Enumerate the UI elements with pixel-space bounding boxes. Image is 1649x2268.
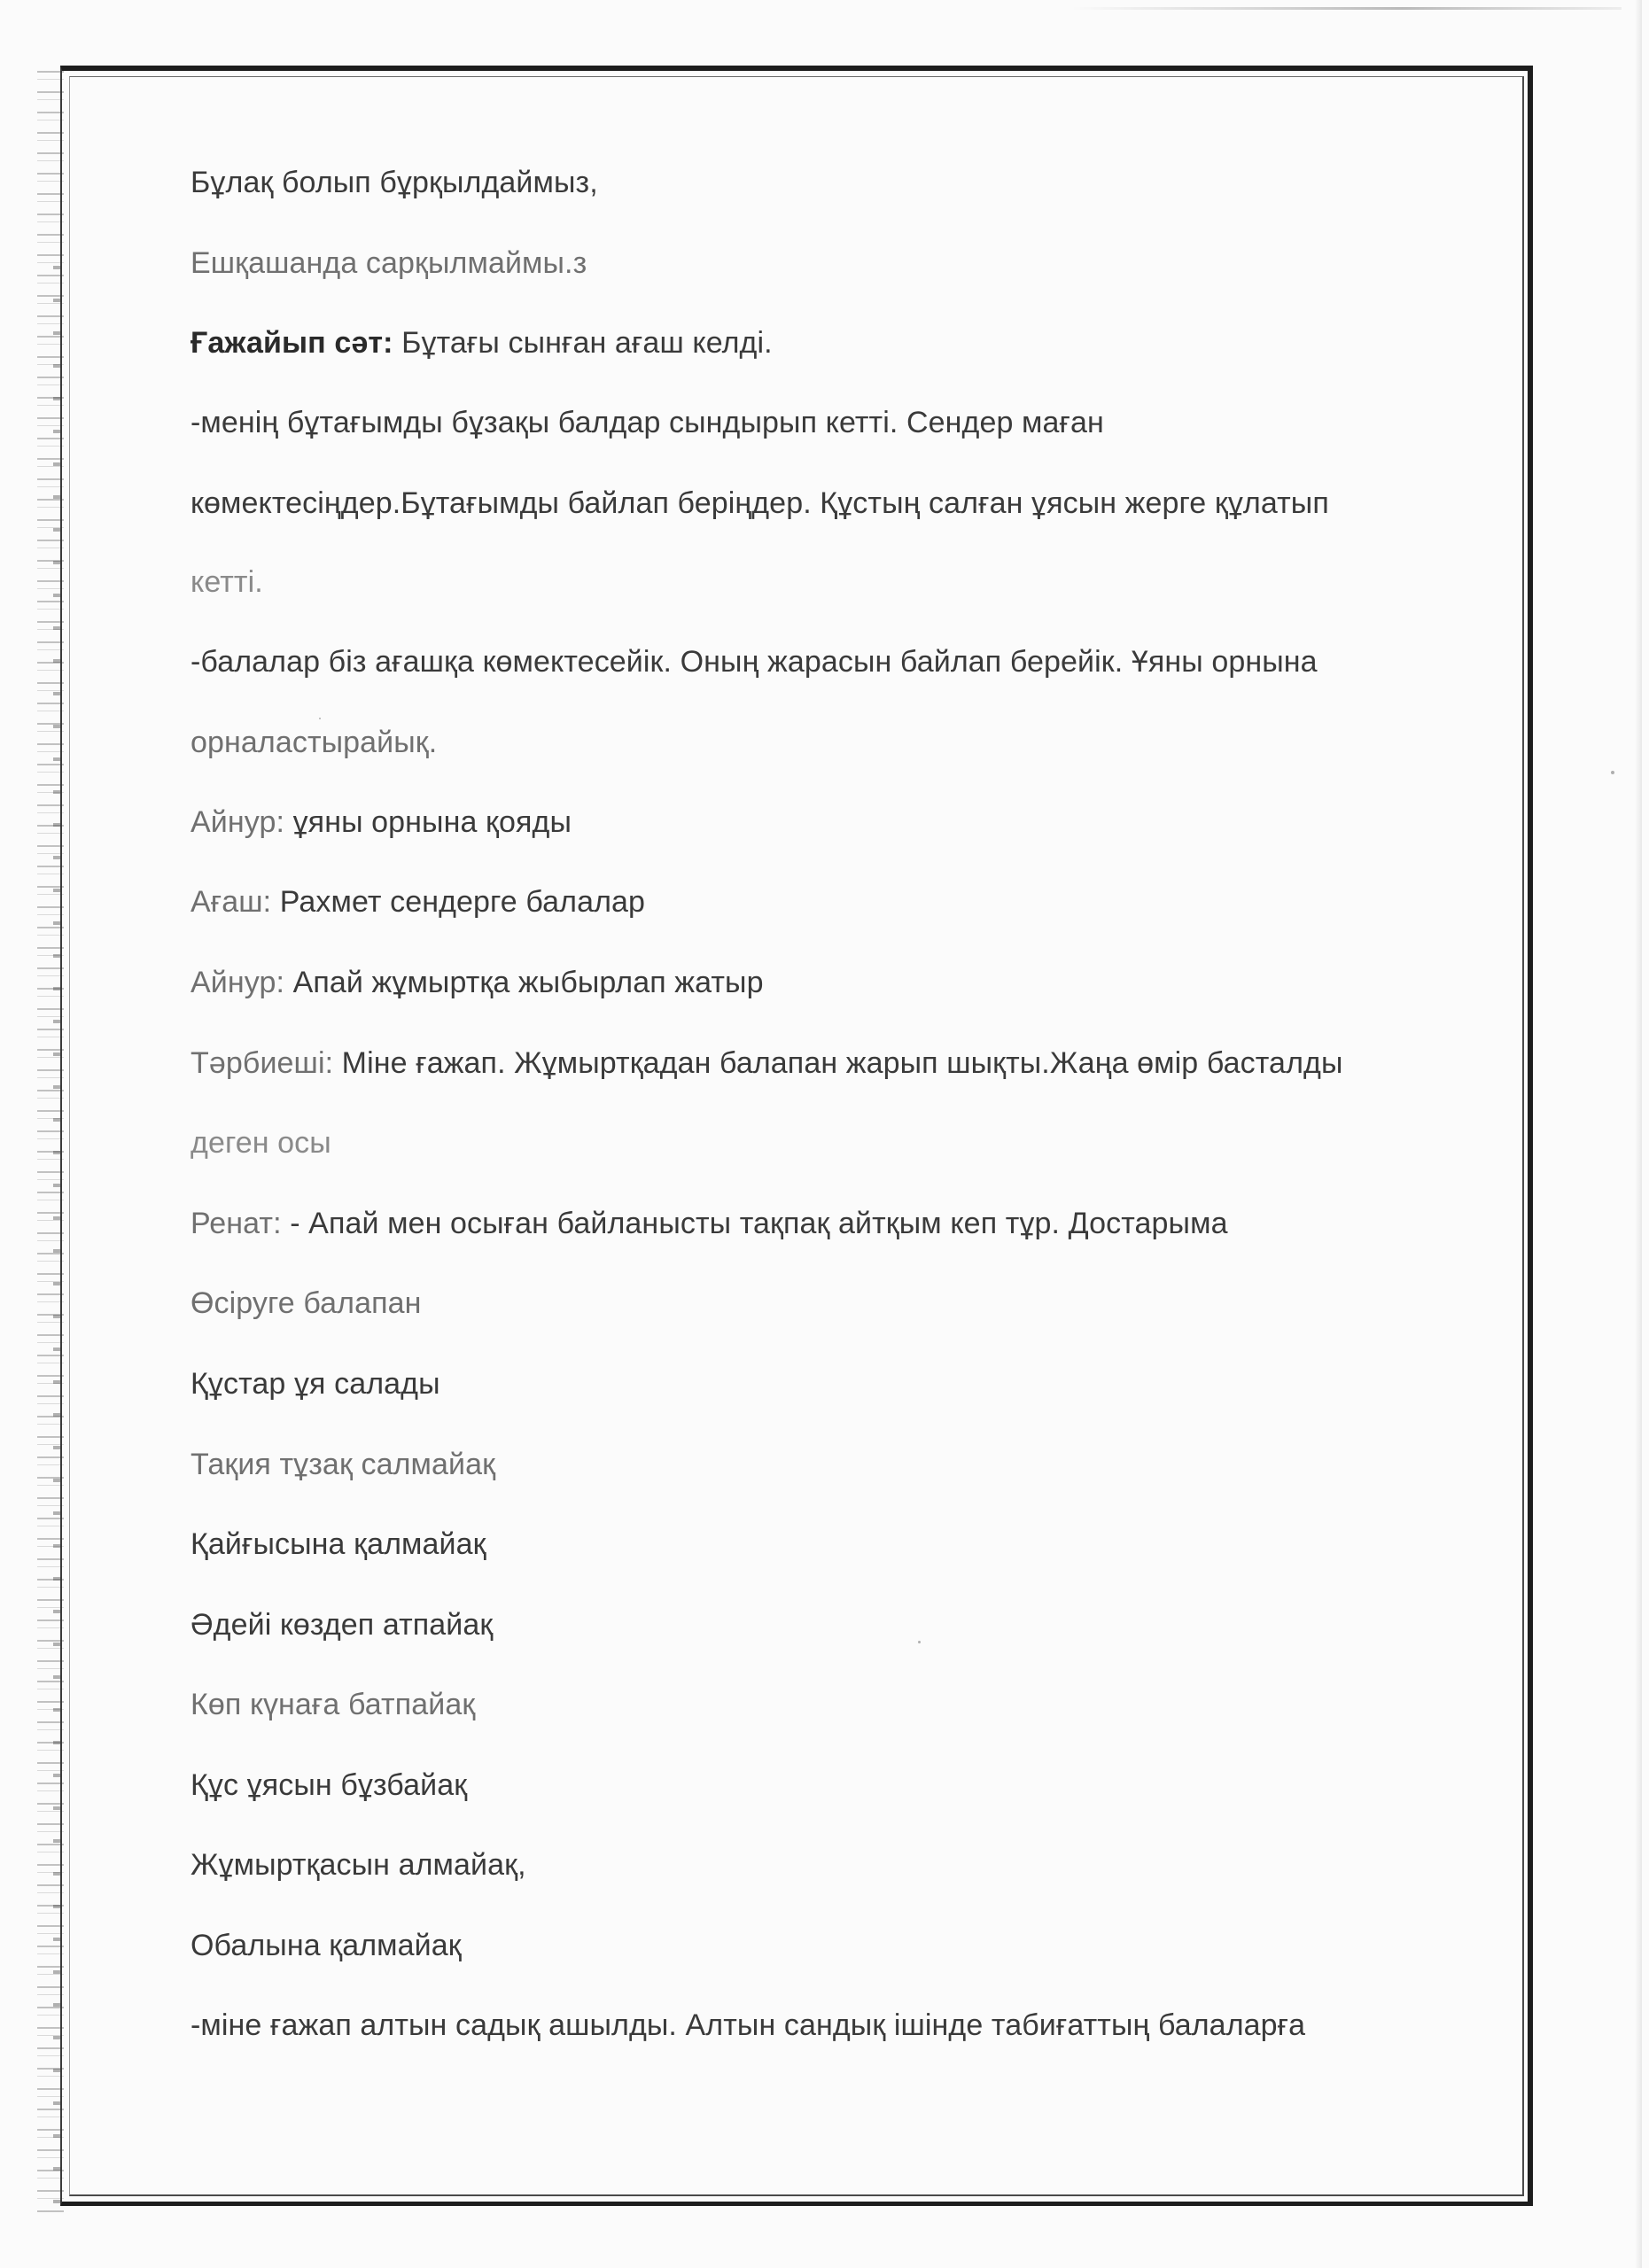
text-line-17 (191, 1447, 495, 1482)
line-text: -менің бұтағымды бұзақы балдар сындырып кетті. Сендер маған (191, 406, 1104, 439)
line-text: Тақия тұзақ салмайақ (191, 1448, 496, 1481)
text-line-1 (191, 165, 598, 200)
line-text: Құс ұясын бұзбайақ (191, 1768, 468, 1802)
text-line-7 (191, 644, 1318, 680)
scan-right-edge (1635, 0, 1642, 2268)
scan-speck (918, 1641, 921, 1643)
line-text: Қайғысына қалмайақ (191, 1527, 486, 1561)
line-label: Айнур: (191, 805, 285, 839)
line-text: -балалар біз ағашқа көмектесейік. Оның жарасын байлап берейік. Ұяны орнына (191, 645, 1318, 679)
scan-top-edge (1072, 7, 1622, 10)
line-label: Ағаш: (191, 885, 272, 919)
line-label: Тәрбиеші: (191, 1046, 334, 1080)
line-text: Обалына қалмайақ (191, 1929, 462, 1962)
line-text: кетті. (191, 565, 263, 599)
text-line-11 (191, 965, 764, 1000)
line-text: Бұлақ болып бұрқылдаймыз, (191, 166, 598, 199)
line-text: Құстар ұя салады (191, 1367, 440, 1401)
scan-noise-strip-dark (53, 266, 60, 2215)
line-text: Жұмыртқасын алмайақ, (191, 1848, 526, 1882)
line-text: Міне ғажап. Жұмыртқадан балапан жарып шықты.Жаңа өмір басталды (333, 1046, 1343, 1080)
text-line-2 (191, 245, 587, 281)
text-line-20 (191, 1687, 475, 1722)
text-line-15 (191, 1285, 421, 1321)
line-text: Өсіруге балапан (191, 1286, 422, 1320)
line-label: Ренат: (191, 1207, 282, 1240)
scan-speck (1611, 771, 1614, 774)
line-text: Апай жұмыртқа жыбырлап жатыр (284, 966, 764, 999)
line-label: Айнур: (191, 966, 285, 999)
text-line-23 (191, 1928, 462, 1963)
text-line-14 (191, 1206, 1228, 1241)
text-line-3 (191, 325, 773, 361)
line-text: Рахмет сендерге балалар (271, 885, 646, 919)
text-line-19 (191, 1607, 493, 1643)
text-line-6 (191, 564, 263, 600)
text-line-16 (191, 1366, 440, 1402)
text-line-24 (191, 2008, 1305, 2043)
text-line-5 (191, 485, 1329, 521)
text-line-4 (191, 405, 1104, 440)
text-line-21 (191, 1767, 467, 1803)
text-line-10 (191, 884, 645, 920)
line-text: -міне ғажап алтын садық ашылды. Алтын сандық ішінде табиғаттың балаларға (191, 2008, 1306, 2042)
line-text: Әдейі көздеп атпайақ (191, 1608, 494, 1642)
text-line-18 (191, 1526, 486, 1562)
line-text: деген осы (191, 1126, 331, 1160)
text-line-13 (191, 1125, 331, 1161)
scan-speck (319, 718, 321, 719)
text-line-8 (191, 725, 437, 760)
line-text: Ешқашанда сарқылмаймы.з (191, 246, 587, 280)
line-text: көмектесіңдер.Бұтағымды байлап беріңдер. Құстың салған ұясын жерге құлатып (191, 486, 1329, 520)
text-line-12 (191, 1045, 1342, 1081)
line-text: орналастырайық. (191, 726, 438, 759)
line-text: Көп күнаға батпайақ (191, 1688, 476, 1721)
text-line-9 (191, 804, 572, 840)
line-text: Бұтағы сынған ағаш келді. (393, 326, 773, 360)
line-text: ұяны орнына қояды (284, 805, 572, 839)
line-label: Ғажайып сәт: (191, 326, 393, 360)
text-line-22 (191, 1847, 526, 1883)
line-text: - Апай мен осыған байланысты тақпақ айтқым кеп тұр. Достарыма (281, 1207, 1228, 1240)
